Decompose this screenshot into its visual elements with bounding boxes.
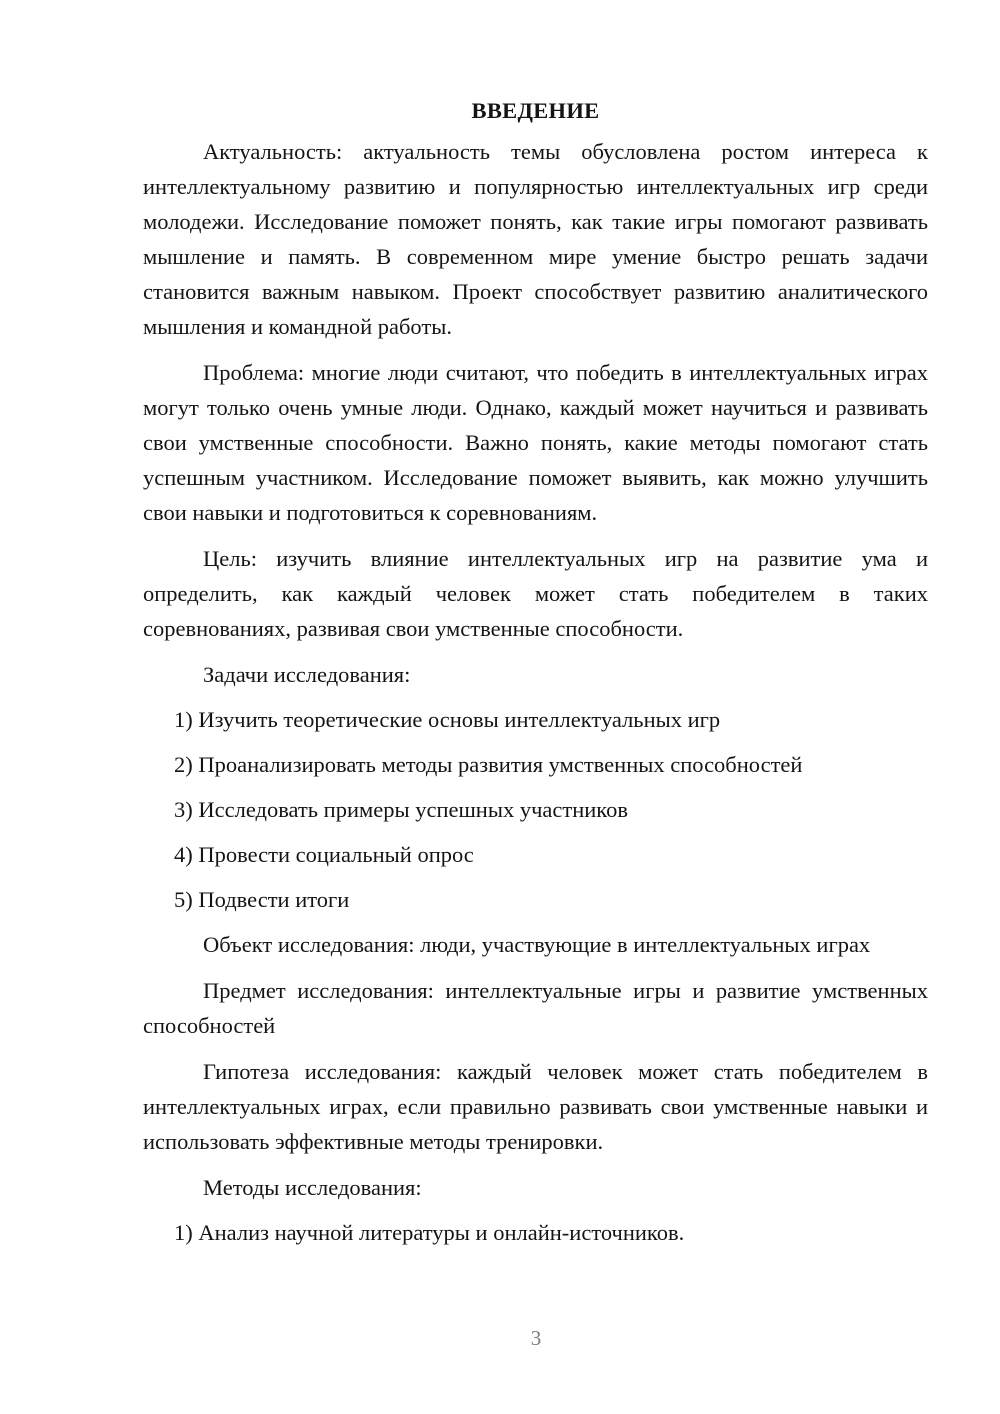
task-item-3: 3) Исследовать примеры успешных участников — [174, 797, 628, 822]
methods-list — [143, 1215, 928, 1250]
task-item-5: 5) Подвести итоги — [174, 887, 350, 912]
tasks-heading: Задачи исследования: — [203, 662, 411, 687]
page-number: 3 — [530, 1326, 542, 1350]
paragraph-goal: Цель: изучить влияние интеллектуальных игр на развитие ума и определить, как каждый человек может стать победителем в таких соревнованиях, развивая свои умственные способности. — [143, 546, 928, 641]
task-item-4: 4) Провести социальный опрос — [174, 842, 474, 867]
paragraph-hypothesis: Гипотеза исследования: каждый человек может стать победителем в интеллектуальных играх, если правильно развивать свои умственные навыки и использовать эффективные методы тренировки. — [143, 1059, 928, 1154]
paragraph-subject: Предмет исследования: интеллектуальные игры и развитие умственных способностей — [143, 978, 928, 1038]
page-content — [143, 93, 928, 1260]
method-item-1: 1) Анализ научной литературы и онлайн-источников. — [174, 1220, 685, 1245]
paragraph-problem: Проблема: многие люди считают, что победить в интеллектуальных играх могут только очень умные люди. Однако, каждый может научиться и развивать свои умственные способности. Важно понять, какие методы помогают стать успешным участником. Исследование поможет выявить, как можно улучшить свои навыки и подготовиться к соревнованиям. — [143, 360, 928, 525]
paragraph-relevance: Актуальность: актуальность темы обусловлена ростом интереса к интеллектуальному развитию и популярностью интеллектуальных игр среди молодежи. Исследование поможет понять, как такие игры помогают развивать мышление и память. В современном мире умение быстро решать задачи становится важным навыком. Проект способствует развитию аналитического мышления и командной работы. — [143, 139, 928, 339]
task-item-1: 1) Изучить теоретические основы интеллектуальных игр — [174, 707, 721, 732]
tasks-list — [143, 702, 928, 917]
methods-heading: Методы исследования: — [203, 1175, 422, 1200]
paragraph-object: Объект исследования: люди, участвующие в интеллектуальных играх — [203, 932, 871, 957]
page-title: ВВЕДЕНИЕ — [471, 98, 600, 123]
task-item-2: 2) Проанализировать методы развития умственных способностей — [174, 752, 803, 777]
